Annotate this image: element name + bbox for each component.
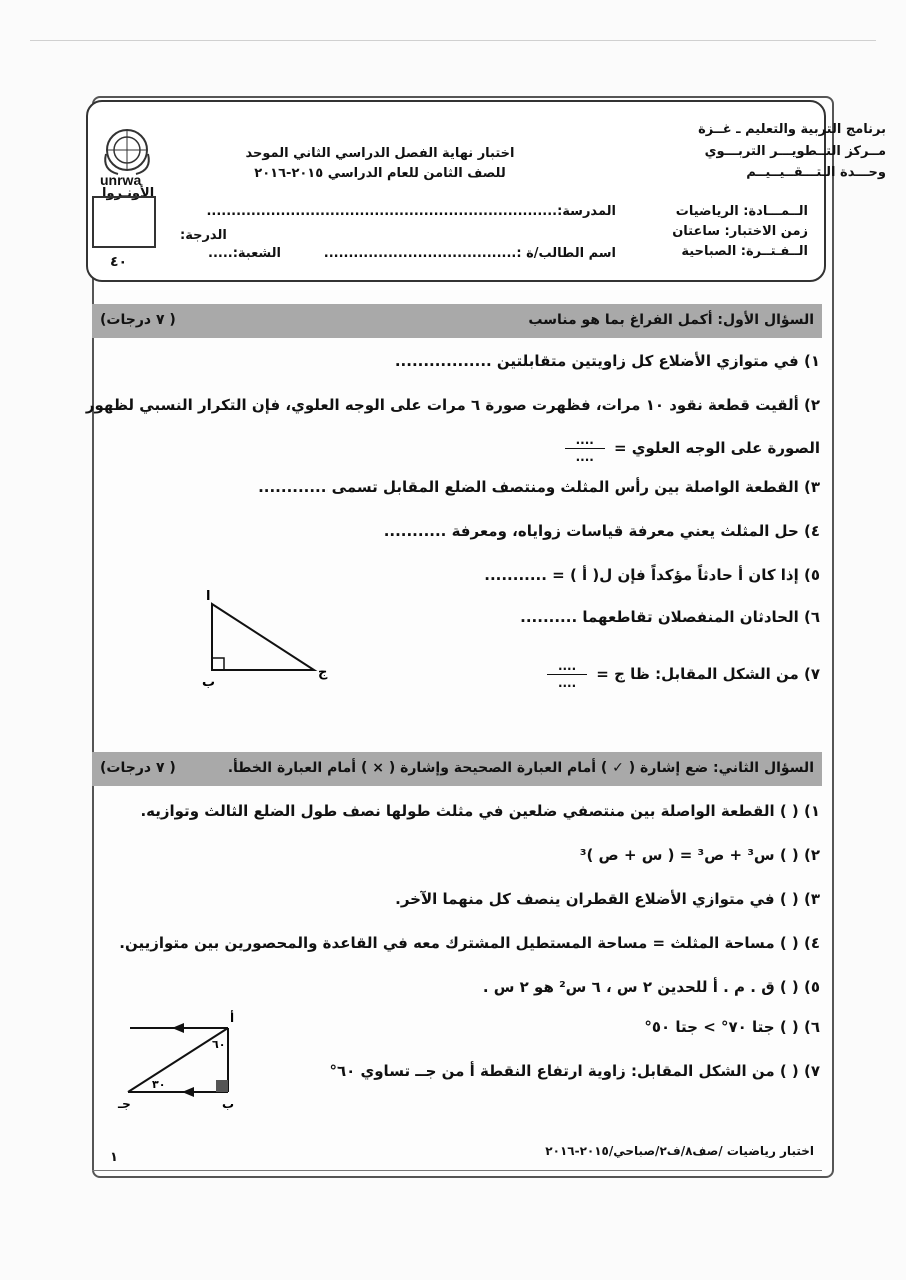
q1-item-2-text: الصورة على الوجه العلوي =: [613, 439, 820, 457]
center-name: مــركز التــطويـــر التربـــوي: [704, 144, 886, 159]
q1-item-2-cont: [561, 434, 820, 463]
student-name-field[interactable]: اسم الطالب/ة :.......................................: [323, 246, 616, 261]
q2-item-4: ٤) ( ) مساحة المثلث = مساحة المستطيل المشترك معه في القاعدة والمحصورين بين متوازيين.: [119, 934, 820, 952]
fig2-label-j: جـ: [118, 1097, 131, 1111]
unit-name: وحـــدة الـتـــقــيــيــم: [746, 165, 886, 180]
q2-item-5: ٥) ( ) ق . م . أ للحدين ٢ س ، ٦ س² هو ٢ س .: [482, 978, 820, 996]
q1-item-1: ١) في متوازي الأضلاع كل زاويتين متقابلتين .................: [394, 352, 820, 370]
fig2-angle-60: ٦٠: [212, 1038, 226, 1051]
program-name: برنامج التربية والتعليم ـ غــزة: [698, 122, 886, 137]
q2-title-band: [92, 752, 822, 786]
footer-text: اختبار رياضيات /صف٨/ف٢/صباحي/٢٠١٥-٢٠١٦: [545, 1144, 814, 1158]
q2-item-1: ١) ( ) القطعة الواصلة بين منتصفي ضلعين في مثلث طولها نصف طول الضلع الثالث وتوازيه.: [140, 802, 820, 820]
q1-item-7-text: ٧) من الشكل المقابل: ظا ج =: [596, 665, 820, 683]
grade-label: الدرجة:: [180, 228, 227, 243]
fig2-label-a: أ: [230, 1011, 235, 1025]
q2-title: السؤال الثاني: ضع إشارة ( ✓ ) أمام العبارة الصحيحة وإشارة ( × ) أمام العبارة الخطأ.: [227, 760, 814, 776]
logo-arabic: الأونـروا: [102, 186, 155, 201]
logo-text: unrwa: [100, 172, 142, 188]
q1-title-band: [92, 304, 822, 338]
fig2-angle-30: ٣٠: [152, 1078, 166, 1091]
q2-item-3: ٣) ( ) في متوازي الأضلاع القطران ينصف كل منهما الآخر.: [395, 890, 820, 908]
q1-item-7: [543, 660, 820, 689]
fig2-label-b: ب: [222, 1097, 235, 1111]
q1-item-5: ٥) إذا كان أ حادثاً مؤكداً فإن ل( أ ) = ...........: [484, 566, 820, 584]
fig1-label-b: ب: [202, 675, 216, 690]
footer-rule: [92, 1170, 822, 1171]
grade-box: [92, 196, 156, 248]
q2-elevation-figure: [112, 1008, 252, 1112]
q1-item-2: ٢) ألقيت قطعة نقود ١٠ مرات، فظهرت صورة ٦ مرات على الوجه العلوي، فإن التكرار النسبي لظهور: [85, 396, 820, 414]
period-label: الــفـتــرة: الصباحية: [681, 244, 808, 259]
page-number: ١: [110, 1150, 118, 1165]
top-rule: [30, 40, 876, 41]
q2-item-2: ٢) ( ) س³ + ص³ = ( س + ص )³: [579, 846, 820, 864]
fraction-blank-2[interactable]: $\frac{....}{....}$: [547, 660, 587, 689]
fig1-label-a: أ: [206, 590, 211, 604]
q1-item-6: ٦) الحادثان المنفصلان تقاطعهما ..........: [520, 608, 820, 626]
fraction-blank[interactable]: $\frac{....}{....}$: [565, 434, 605, 463]
exam-title: اختبار نهاية الفصل الدراسي الثاني الموحد: [245, 146, 515, 161]
section-field[interactable]: الشعبة:.....: [208, 246, 281, 261]
exam-grade-year: للصف الثامن للعام الدراسي ٢٠١٥-٢٠١٦: [254, 166, 506, 181]
subject-label: الــمـــادة: الرياضيات: [675, 204, 808, 219]
school-field[interactable]: المدرسة:.......................................................................: [206, 204, 616, 219]
q2-marks: ( ٧ درجات): [100, 760, 176, 776]
q2-item-7: ٧) ( ) من الشكل المقابل: زاوية ارتفاع النقطة أ من جــ تساوي ٦٠°: [329, 1062, 820, 1080]
q1-marks: ( ٧ درجات): [100, 312, 176, 328]
duration-label: زمن الاختبار: ساعتان: [672, 224, 808, 239]
q1-item-4: ٤) حل المثلث يعني معرفة قياسات زواياه، ومعرفة ...........: [383, 522, 820, 540]
q1-title: السؤال الأول: أكمل الفراغ بما هو مناسب: [528, 312, 814, 328]
q2-item-6: ٦) ( ) جتا ٧٠° > جتا ٥٠°: [644, 1018, 820, 1036]
grade-total: ٤٠: [110, 254, 128, 270]
q1-triangle-figure: [196, 590, 346, 690]
fig1-label-j: ج: [318, 665, 328, 680]
q1-item-3: ٣) القطعة الواصلة بين رأس المثلث ومنتصف الضلع المقابل تسمى ............: [258, 478, 820, 496]
